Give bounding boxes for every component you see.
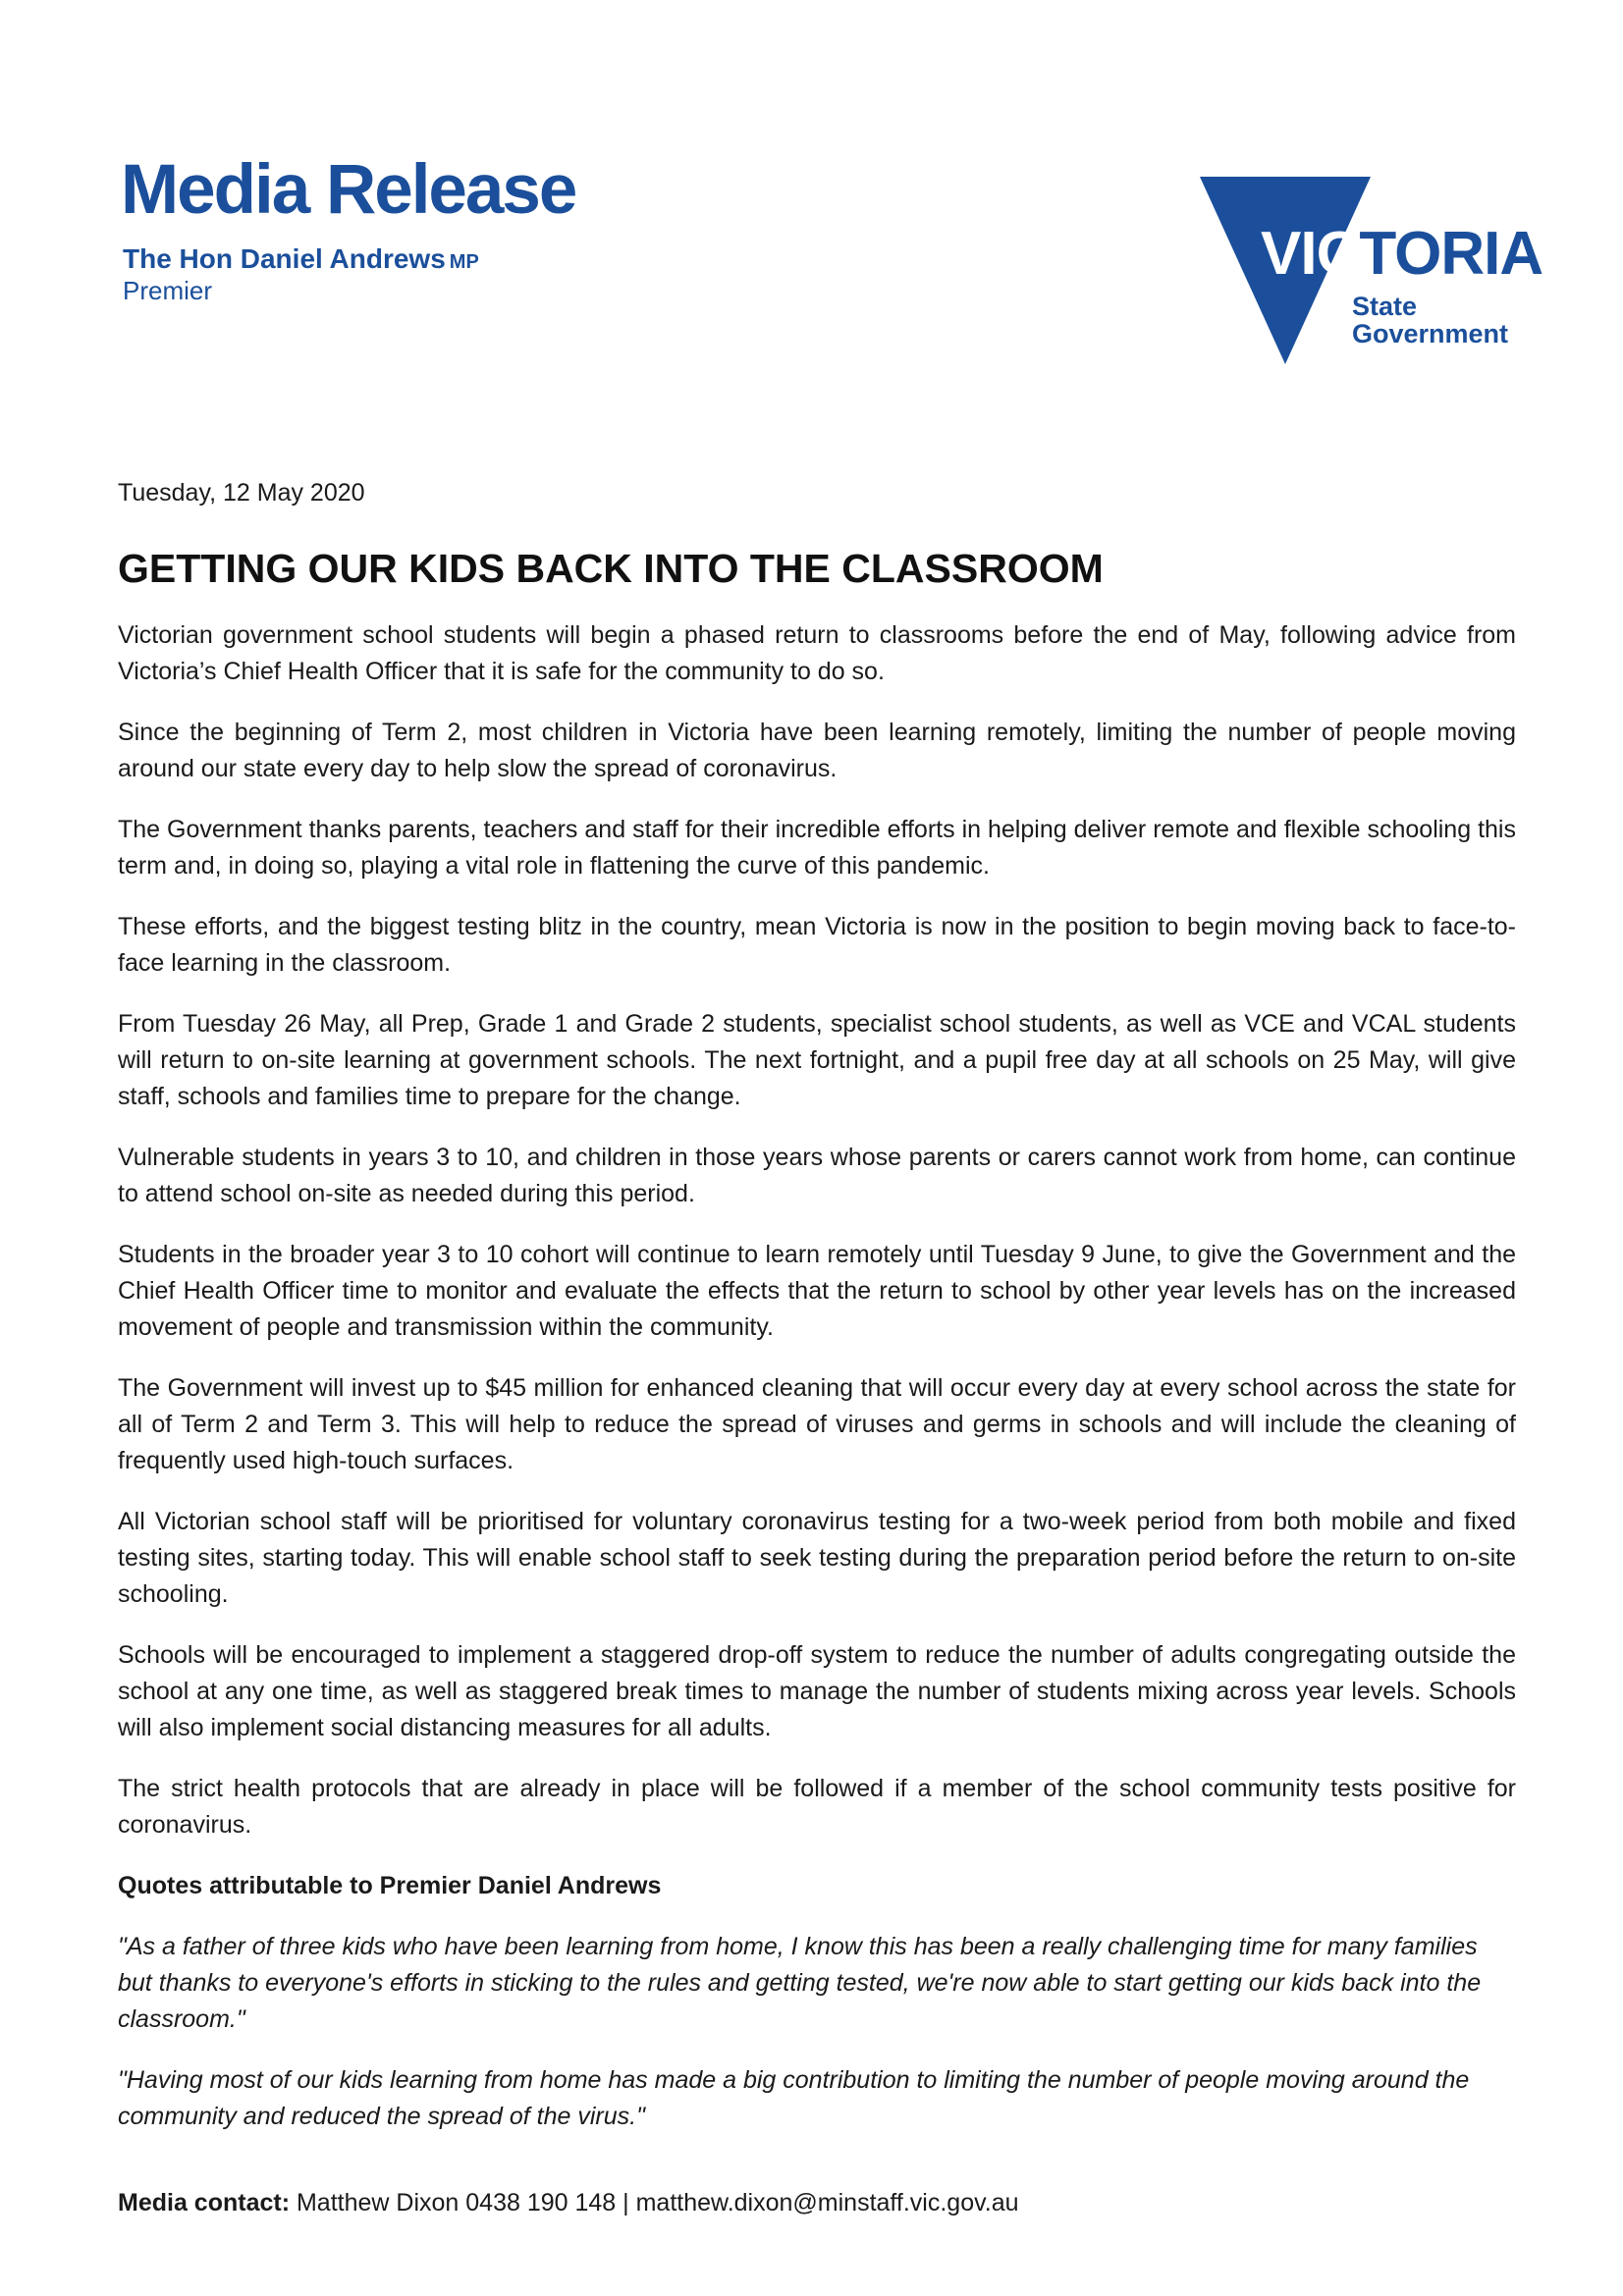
body-paragraph-7: Students in the broader year 3 to 10 cohort will continue to learn remotely until Tuesday 9 June, to give the Government and the Chief Health Officer time to monitor and evaluate the effects that the return to school by other year levels has on the increased movement of people and transmission within the community. <box>118 1241 1516 1341</box>
quotes-heading: Quotes attributable to Premier Daniel Andrews <box>118 1872 662 1899</box>
body-paragraph-9: All Victorian school staff will be prioritised for voluntary coronavirus testing for a two-week period from both mobile and fixed testing sites, starting today. This will enable school staff to seek testing during the preparation period before the return to on-site schooling. <box>118 1508 1516 1608</box>
logo-word-on-triangle: VIC <box>1261 220 1360 288</box>
body-paragraph-1: Victorian government school students will begin a phased return to classrooms before the end of May, following advice from Victoria’s Chief Health Officer that it is safe for the community to do so. <box>118 621 1516 685</box>
quote-2: "Having most of our kids learning from home has made a big contribution to limiting the number of people moving around the community and reduced the spread of the virus." <box>118 2066 1470 2130</box>
release-headline: GETTING OUR KIDS BACK INTO THE CLASSROOM <box>118 546 1104 591</box>
body-paragraph-11: The strict health protocols that are already in place will be followed if a member of the school community tests positive for coronavirus. <box>118 1775 1516 1839</box>
logo-word-rest: TORIA <box>1359 220 1543 288</box>
media-contact-label: Media contact: <box>118 2189 291 2216</box>
victoria-state-government-logo <box>1198 175 1556 371</box>
release-date: Tuesday, 12 May 2020 <box>118 479 365 507</box>
body-paragraph-8: The Government will invest up to $45 million for enhanced cleaning that will occur every day at every school across the state for all of Term 2 and Term 3. This will help to reduce the spread of viruses and germs in schools and will include the cleaning of frequently used high-touch surfaces. <box>118 1374 1516 1474</box>
body-paragraph-5: From Tuesday 26 May, all Prep, Grade 1 and Grade 2 students, specialist school students, as well as VCE and VCAL students will return to on-site learning at government schools. The next fortnight, and a pupil free day at all schools on 25 May, will give staff, schools and families time to prepare for the change. <box>118 1010 1516 1110</box>
body-paragraph-10: Schools will be encouraged to implement a staggered drop-off system to reduce the number of adults congregating outside the school at any one time, as well as staggered break times to manage the number of students mixing across year levels. Schools will also implement social distancing measures for all adults. <box>118 1641 1516 1741</box>
minister-name <box>123 245 479 273</box>
body-paragraph-6: Vulnerable students in years 3 to 10, and children in those years whose parents or carers cannot work from home, can continue to attend school on-site as needed during this period. <box>118 1144 1516 1207</box>
release-body <box>118 475 1516 2221</box>
minister-suffix: MP <box>449 251 479 273</box>
minister-role: Premier <box>123 276 213 305</box>
logo-subtitle <box>1352 293 1508 347</box>
body-paragraph-3: The Government thanks parents, teachers and staff for their incredible efforts in helping deliver remote and flexible schooling this term and, in doing so, playing a vital role in flattening the curve of this pandemic. <box>118 816 1516 880</box>
media-contact <box>118 2185 1516 2221</box>
media-contact-details: Matthew Dixon 0438 190 148 | matthew.dixon@minstaff.vic.gov.au <box>296 2189 1019 2216</box>
logo-sub-line1: State <box>1352 292 1418 321</box>
body-paragraph-4: These efforts, and the biggest testing blitz in the country, mean Victoria is now in the position to begin moving back to face-to-face learning in the classroom. <box>118 913 1516 977</box>
logo-wordmark <box>1261 220 1543 288</box>
quote-1: "As a father of three kids who have been learning from home, I know this has been a really challenging time for many families but thanks to everyone's efforts in sticking to the rules and getting tested, we're now able to start getting our kids back into the classroom." <box>118 1933 1482 2033</box>
body-paragraph-2: Since the beginning of Term 2, most children in Victoria have been learning remotely, limiting the number of people moving around our state every day to help slow the spread of coronavirus. <box>118 719 1516 782</box>
minister-name-text: The Hon Daniel Andrews <box>123 243 446 274</box>
logo-sub-line2: Government <box>1352 319 1509 348</box>
media-release-title: Media Release <box>121 151 576 229</box>
